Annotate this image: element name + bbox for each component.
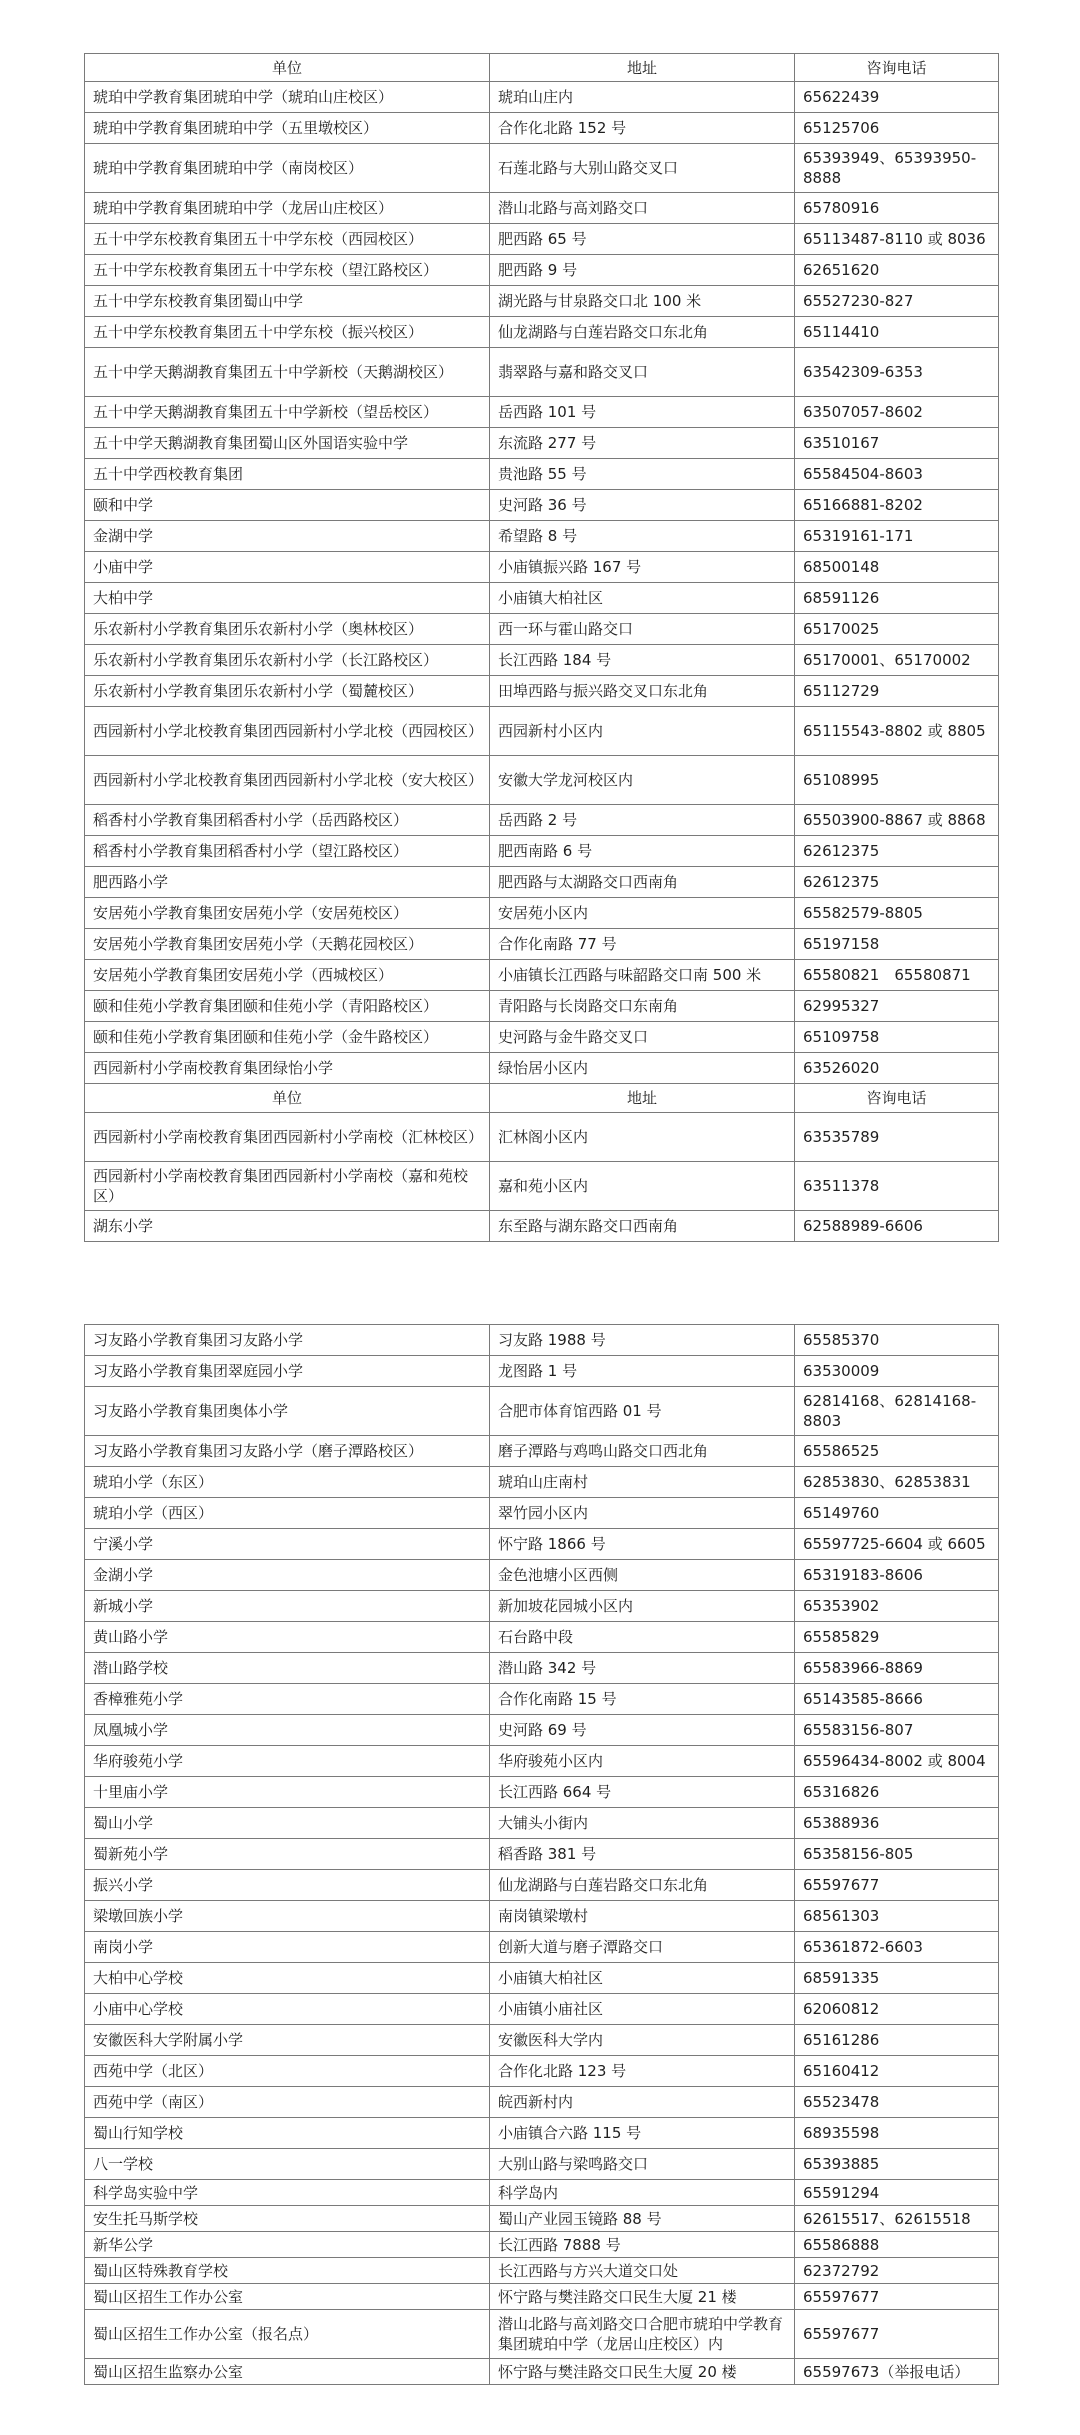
unit-cell: 蜀山小学 (85, 1808, 490, 1839)
address-cell: 长江西路 664 号 (490, 1777, 795, 1808)
table-row (85, 521, 999, 552)
table-body-1b (85, 1113, 999, 1242)
address-cell: 科学岛内 (490, 2180, 795, 2206)
table-row (85, 1211, 999, 1242)
table-row (85, 1325, 999, 1356)
unit-cell: 五十中学东校教育集团五十中学东校（望江路校区） (85, 255, 490, 286)
table-row (85, 1932, 999, 1963)
phone-cell: 62372792 (795, 2258, 999, 2284)
table-row (85, 1436, 999, 1467)
address-cell: 习友路 1988 号 (490, 1325, 795, 1356)
unit-cell: 小庙中学 (85, 552, 490, 583)
table-row (85, 1591, 999, 1622)
unit-cell: 华府骏苑小学 (85, 1746, 490, 1777)
unit-cell: 大柏中心学校 (85, 1963, 490, 1994)
unit-cell: 潜山路学校 (85, 1653, 490, 1684)
unit-cell: 湖东小学 (85, 1211, 490, 1242)
unit-cell: 颐和佳苑小学教育集团颐和佳苑小学（青阳路校区） (85, 991, 490, 1022)
table-row (85, 82, 999, 113)
table-row (85, 1162, 999, 1211)
phone-cell: 65586525 (795, 1436, 999, 1467)
unit-cell: 新城小学 (85, 1591, 490, 1622)
table-row (85, 1963, 999, 1994)
phone-cell: 65319183-8606 (795, 1560, 999, 1591)
table-row (85, 2310, 999, 2359)
table-row (85, 2118, 999, 2149)
address-cell: 琥珀山庄内 (490, 82, 795, 113)
unit-cell: 五十中学天鹅湖教育集团五十中学新校（天鹅湖校区） (85, 348, 490, 397)
unit-cell: 大柏中学 (85, 583, 490, 614)
table-row (85, 1467, 999, 1498)
address-cell: 合作化南路 77 号 (490, 929, 795, 960)
phone-cell: 65361872-6603 (795, 1932, 999, 1963)
unit-cell: 琥珀中学教育集团琥珀中学（琥珀山庄校区） (85, 82, 490, 113)
address-cell: 合作化北路 123 号 (490, 2056, 795, 2087)
address-cell: 小庙镇大柏社区 (490, 583, 795, 614)
table-row (85, 144, 999, 193)
unit-cell: 琥珀小学（东区） (85, 1467, 490, 1498)
table-body-1 (85, 82, 999, 1084)
address-cell: 肥西路 9 号 (490, 255, 795, 286)
table-row (85, 2232, 999, 2258)
unit-cell: 西园新村小学北校教育集团西园新村小学北校（安大校区） (85, 756, 490, 805)
address-cell: 合作化南路 15 号 (490, 1684, 795, 1715)
table-row (85, 1777, 999, 1808)
phone-cell: 65170025 (795, 614, 999, 645)
table-row (85, 867, 999, 898)
phone-cell: 65108995 (795, 756, 999, 805)
contact-table-2 (84, 1324, 999, 2385)
unit-cell: 习友路小学教育集团习友路小学（磨子潭路校区） (85, 1436, 490, 1467)
address-cell: 小庙镇小庙社区 (490, 1994, 795, 2025)
header-unit: 单位 (85, 54, 490, 82)
unit-cell: 西苑中学（南区） (85, 2087, 490, 2118)
phone-cell: 62853830、62853831 (795, 1467, 999, 1498)
phone-cell: 65353902 (795, 1591, 999, 1622)
address-cell: 肥西路 65 号 (490, 224, 795, 255)
address-cell: 小庙镇振兴路 167 号 (490, 552, 795, 583)
address-cell: 肥西路与太湖路交口西南角 (490, 867, 795, 898)
address-cell: 史河路与金牛路交叉口 (490, 1022, 795, 1053)
header-unit: 单位 (85, 1084, 490, 1113)
phone-cell: 62612375 (795, 867, 999, 898)
address-cell: 西园新村小区内 (490, 707, 795, 756)
table-row (85, 1653, 999, 1684)
unit-cell: 黄山路小学 (85, 1622, 490, 1653)
address-cell: 潜山北路与高刘路交口 (490, 193, 795, 224)
table-row (85, 1839, 999, 1870)
unit-cell: 五十中学东校教育集团五十中学东校（西园校区） (85, 224, 490, 255)
table-row (85, 1684, 999, 1715)
unit-cell: 五十中学西校教育集团 (85, 459, 490, 490)
unit-cell: 凤凰城小学 (85, 1715, 490, 1746)
table-row (85, 2359, 999, 2385)
table-row (85, 2056, 999, 2087)
phone-cell: 65596434-8002 或 8004 (795, 1746, 999, 1777)
phone-cell: 65114410 (795, 317, 999, 348)
unit-cell: 习友路小学教育集团奥体小学 (85, 1387, 490, 1436)
phone-cell: 68591335 (795, 1963, 999, 1994)
phone-cell: 65583156-807 (795, 1715, 999, 1746)
table-row (85, 113, 999, 144)
unit-cell: 八一学校 (85, 2149, 490, 2180)
address-cell: 怀宁路 1866 号 (490, 1529, 795, 1560)
phone-cell: 65143585-8666 (795, 1684, 999, 1715)
phone-cell: 65622439 (795, 82, 999, 113)
phone-cell: 63526020 (795, 1053, 999, 1084)
table-row (85, 805, 999, 836)
phone-cell: 65503900-8867 或 8868 (795, 805, 999, 836)
phone-cell: 65197158 (795, 929, 999, 960)
address-cell: 汇林阁小区内 (490, 1113, 795, 1162)
address-cell: 长江西路与方兴大道交口处 (490, 2258, 795, 2284)
unit-cell: 琥珀中学教育集团琥珀中学（南岗校区） (85, 144, 490, 193)
unit-cell: 梁墩回族小学 (85, 1901, 490, 1932)
unit-cell: 小庙中心学校 (85, 1994, 490, 2025)
unit-cell: 颐和佳苑小学教育集团颐和佳苑小学（金牛路校区） (85, 1022, 490, 1053)
table-row (85, 2180, 999, 2206)
table-row (85, 1022, 999, 1053)
unit-cell: 西园新村小学北校教育集团西园新村小学北校（西园校区） (85, 707, 490, 756)
table-row (85, 224, 999, 255)
unit-cell: 西园新村小学南校教育集团西园新村小学南校（嘉和苑校区） (85, 1162, 490, 1211)
unit-cell: 金湖小学 (85, 1560, 490, 1591)
unit-cell: 香樟雅苑小学 (85, 1684, 490, 1715)
table-header-row (85, 54, 999, 82)
table-row (85, 1356, 999, 1387)
table-row (85, 1870, 999, 1901)
phone-cell: 65113487-8110 或 8036 (795, 224, 999, 255)
phone-cell: 65393949、65393950-8888 (795, 144, 999, 193)
phone-cell: 65597677 (795, 2310, 999, 2359)
phone-cell: 65591294 (795, 2180, 999, 2206)
unit-cell: 琥珀中学教育集团琥珀中学（五里墩校区） (85, 113, 490, 144)
unit-cell: 颐和中学 (85, 490, 490, 521)
address-cell: 小庙镇大柏社区 (490, 1963, 795, 1994)
table-row (85, 317, 999, 348)
phone-cell: 62995327 (795, 991, 999, 1022)
phone-cell: 65393885 (795, 2149, 999, 2180)
unit-cell: 五十中学东校教育集团五十中学东校（振兴校区） (85, 317, 490, 348)
address-cell: 南岗镇梁墩村 (490, 1901, 795, 1932)
unit-cell: 西园新村小学南校教育集团绿怡小学 (85, 1053, 490, 1084)
unit-cell: 西苑中学（北区） (85, 2056, 490, 2087)
address-cell: 皖西新村内 (490, 2087, 795, 2118)
address-cell: 磨子潭路与鸡鸣山路交口西北角 (490, 1436, 795, 1467)
address-cell: 新加坡花园城小区内 (490, 1591, 795, 1622)
phone-cell: 65780916 (795, 193, 999, 224)
phone-cell: 65523478 (795, 2087, 999, 2118)
table-row (85, 583, 999, 614)
phone-cell: 62060812 (795, 1994, 999, 2025)
header-phone: 咨询电话 (795, 54, 999, 82)
phone-cell: 65166881-8202 (795, 490, 999, 521)
table-row (85, 1498, 999, 1529)
address-cell: 安徽大学龙河校区内 (490, 756, 795, 805)
table-row (85, 836, 999, 867)
address-cell: 长江西路 7888 号 (490, 2232, 795, 2258)
table-row (85, 2149, 999, 2180)
phone-cell: 65125706 (795, 113, 999, 144)
unit-cell: 十里庙小学 (85, 1777, 490, 1808)
phone-cell: 65149760 (795, 1498, 999, 1529)
phone-cell: 63510167 (795, 428, 999, 459)
unit-cell: 宁溪小学 (85, 1529, 490, 1560)
phone-cell: 65584504-8603 (795, 459, 999, 490)
address-cell: 合作化北路 152 号 (490, 113, 795, 144)
phone-cell: 65580821 65580871 (795, 960, 999, 991)
address-cell: 石莲北路与大别山路交叉口 (490, 144, 795, 193)
table-row (85, 929, 999, 960)
address-cell: 小庙镇合六路 115 号 (490, 2118, 795, 2149)
table-row (85, 2258, 999, 2284)
address-cell: 龙图路 1 号 (490, 1356, 795, 1387)
contact-table-1 (84, 53, 999, 1242)
phone-cell: 62615517、62615518 (795, 2206, 999, 2232)
unit-cell: 蜀山行知学校 (85, 2118, 490, 2149)
unit-cell: 五十中学天鹅湖教育集团蜀山区外国语实验中学 (85, 428, 490, 459)
unit-cell: 蜀山区招生监察办公室 (85, 2359, 490, 2385)
table-row (85, 2025, 999, 2056)
table-row (85, 1901, 999, 1932)
address-cell: 华府骏苑小区内 (490, 1746, 795, 1777)
table-row (85, 645, 999, 676)
unit-cell: 西园新村小学南校教育集团西园新村小学南校（汇林校区） (85, 1113, 490, 1162)
unit-cell: 振兴小学 (85, 1870, 490, 1901)
phone-cell: 65586888 (795, 2232, 999, 2258)
table-row (85, 1053, 999, 1084)
table-row (85, 552, 999, 583)
table-row (85, 1113, 999, 1162)
phone-cell: 65170001、65170002 (795, 645, 999, 676)
address-cell: 琥珀山庄南村 (490, 1467, 795, 1498)
address-cell: 潜山路 342 号 (490, 1653, 795, 1684)
address-cell: 史河路 69 号 (490, 1715, 795, 1746)
table-row (85, 2206, 999, 2232)
address-cell: 怀宁路与樊洼路交口民生大厦 21 楼 (490, 2284, 795, 2310)
phone-cell: 65582579-8805 (795, 898, 999, 929)
unit-cell: 肥西路小学 (85, 867, 490, 898)
unit-cell: 安生托马斯学校 (85, 2206, 490, 2232)
address-cell: 仙龙湖路与白莲岩路交口东北角 (490, 1870, 795, 1901)
phone-cell: 62612375 (795, 836, 999, 867)
phone-cell: 65115543-8802 或 8805 (795, 707, 999, 756)
table-row (85, 1746, 999, 1777)
phone-cell: 62651620 (795, 255, 999, 286)
unit-cell: 五十中学天鹅湖教育集团五十中学新校（望岳校区） (85, 397, 490, 428)
address-cell: 长江西路 184 号 (490, 645, 795, 676)
unit-cell: 科学岛实验中学 (85, 2180, 490, 2206)
table-row (85, 459, 999, 490)
table-row (85, 397, 999, 428)
table-row (85, 348, 999, 397)
table-row (85, 1387, 999, 1436)
address-cell: 希望路 8 号 (490, 521, 795, 552)
table-row (85, 490, 999, 521)
phone-cell: 65160412 (795, 2056, 999, 2087)
table-row (85, 255, 999, 286)
phone-cell: 63535789 (795, 1113, 999, 1162)
unit-cell: 蜀山区招生工作办公室 (85, 2284, 490, 2310)
unit-cell: 习友路小学教育集团习友路小学 (85, 1325, 490, 1356)
phone-cell: 65597677 (795, 1870, 999, 1901)
header-address: 地址 (490, 54, 795, 82)
phone-cell: 65585370 (795, 1325, 999, 1356)
phone-cell: 65112729 (795, 676, 999, 707)
phone-cell: 65319161-171 (795, 521, 999, 552)
unit-cell: 南岗小学 (85, 1932, 490, 1963)
address-cell: 潜山北路与高刘路交口合肥市琥珀中学教育集团琥珀中学（龙居山庄校区）内 (490, 2310, 795, 2359)
phone-cell: 68935598 (795, 2118, 999, 2149)
address-cell: 安徽医科大学内 (490, 2025, 795, 2056)
phone-cell: 63542309-6353 (795, 348, 999, 397)
address-cell: 湖光路与甘泉路交口北 100 米 (490, 286, 795, 317)
address-cell: 青阳路与长岗路交口东南角 (490, 991, 795, 1022)
unit-cell: 乐农新村小学教育集团乐农新村小学（蜀麓校区） (85, 676, 490, 707)
unit-cell: 安居苑小学教育集团安居苑小学（天鹅花园校区） (85, 929, 490, 960)
address-cell: 石台路中段 (490, 1622, 795, 1653)
address-cell: 翠竹园小区内 (490, 1498, 795, 1529)
address-cell: 翡翠路与嘉和路交叉口 (490, 348, 795, 397)
phone-cell: 65597725-6604 或 6605 (795, 1529, 999, 1560)
table-row (85, 991, 999, 1022)
address-cell: 史河路 36 号 (490, 490, 795, 521)
phone-cell: 62588989-6606 (795, 1211, 999, 1242)
address-cell: 怀宁路与樊洼路交口民生大厦 20 楼 (490, 2359, 795, 2385)
table-row (85, 614, 999, 645)
address-cell: 东至路与湖东路交口西南角 (490, 1211, 795, 1242)
unit-cell: 蜀山区特殊教育学校 (85, 2258, 490, 2284)
address-cell: 贵池路 55 号 (490, 459, 795, 490)
phone-cell: 65388936 (795, 1808, 999, 1839)
address-cell: 大别山路与梁鸣路交口 (490, 2149, 795, 2180)
table-row (85, 1529, 999, 1560)
unit-cell: 稻香村小学教育集团稻香村小学（岳西路校区） (85, 805, 490, 836)
table-row (85, 193, 999, 224)
unit-cell: 琥珀小学（西区） (85, 1498, 490, 1529)
address-cell: 稻香路 381 号 (490, 1839, 795, 1870)
address-cell: 小庙镇长江西路与味韶路交口南 500 米 (490, 960, 795, 991)
phone-cell: 65358156-805 (795, 1839, 999, 1870)
unit-cell: 乐农新村小学教育集团乐农新村小学（长江路校区） (85, 645, 490, 676)
phone-cell: 65109758 (795, 1022, 999, 1053)
phone-cell: 68500148 (795, 552, 999, 583)
phone-cell: 65597677 (795, 2284, 999, 2310)
address-cell: 蜀山产业园玉镜路 88 号 (490, 2206, 795, 2232)
phone-cell: 62814168、62814168-8803 (795, 1387, 999, 1436)
address-cell: 西一环与霍山路交口 (490, 614, 795, 645)
table-row (85, 1560, 999, 1591)
phone-cell: 63511378 (795, 1162, 999, 1211)
phone-cell: 63530009 (795, 1356, 999, 1387)
unit-cell: 金湖中学 (85, 521, 490, 552)
table-row (85, 2087, 999, 2118)
unit-cell: 安徽医科大学附属小学 (85, 2025, 490, 2056)
phone-cell: 63507057-8602 (795, 397, 999, 428)
table-row (85, 676, 999, 707)
table-row (85, 1715, 999, 1746)
table-row (85, 1994, 999, 2025)
address-cell: 岳西路 2 号 (490, 805, 795, 836)
table-row (85, 1808, 999, 1839)
table-row (85, 1622, 999, 1653)
address-cell: 合肥市体育馆西路 01 号 (490, 1387, 795, 1436)
phone-cell: 65585829 (795, 1622, 999, 1653)
phone-cell: 65583966-8869 (795, 1653, 999, 1684)
unit-cell: 蜀新苑小学 (85, 1839, 490, 1870)
table-row (85, 2284, 999, 2310)
unit-cell: 新华公学 (85, 2232, 490, 2258)
table-row (85, 960, 999, 991)
address-cell: 仙龙湖路与白莲岩路交口东北角 (490, 317, 795, 348)
address-cell: 岳西路 101 号 (490, 397, 795, 428)
table-row (85, 428, 999, 459)
address-cell: 绿怡居小区内 (490, 1053, 795, 1084)
table-row (85, 756, 999, 805)
phone-cell: 65316826 (795, 1777, 999, 1808)
unit-cell: 五十中学东校教育集团蜀山中学 (85, 286, 490, 317)
header-phone: 咨询电话 (795, 1084, 999, 1113)
unit-cell: 安居苑小学教育集团安居苑小学（安居苑校区） (85, 898, 490, 929)
address-cell: 创新大道与磨子潭路交口 (490, 1932, 795, 1963)
phone-cell: 65527230-827 (795, 286, 999, 317)
address-cell: 金色池塘小区西侧 (490, 1560, 795, 1591)
address-cell: 东流路 277 号 (490, 428, 795, 459)
unit-cell: 琥珀中学教育集团琥珀中学（龙居山庄校区） (85, 193, 490, 224)
phone-cell: 68561303 (795, 1901, 999, 1932)
address-cell: 大铺头小街内 (490, 1808, 795, 1839)
phone-cell: 65161286 (795, 2025, 999, 2056)
address-cell: 安居苑小区内 (490, 898, 795, 929)
unit-cell: 蜀山区招生工作办公室（报名点） (85, 2310, 490, 2359)
header-address: 地址 (490, 1084, 795, 1113)
table-body-2 (85, 1325, 999, 2385)
address-cell: 嘉和苑小区内 (490, 1162, 795, 1211)
unit-cell: 稻香村小学教育集团稻香村小学（望江路校区） (85, 836, 490, 867)
phone-cell: 65597673（举报电话） (795, 2359, 999, 2385)
unit-cell: 安居苑小学教育集团安居苑小学（西城校区） (85, 960, 490, 991)
unit-cell: 乐农新村小学教育集团乐农新村小学（奥林校区） (85, 614, 490, 645)
table-row (85, 898, 999, 929)
address-cell: 肥西南路 6 号 (490, 836, 795, 867)
address-cell: 田埠西路与振兴路交叉口东北角 (490, 676, 795, 707)
table-row (85, 707, 999, 756)
unit-cell: 习友路小学教育集团翠庭园小学 (85, 1356, 490, 1387)
phone-cell: 68591126 (795, 583, 999, 614)
table-header-row-repeat (85, 1084, 999, 1113)
table-row (85, 286, 999, 317)
